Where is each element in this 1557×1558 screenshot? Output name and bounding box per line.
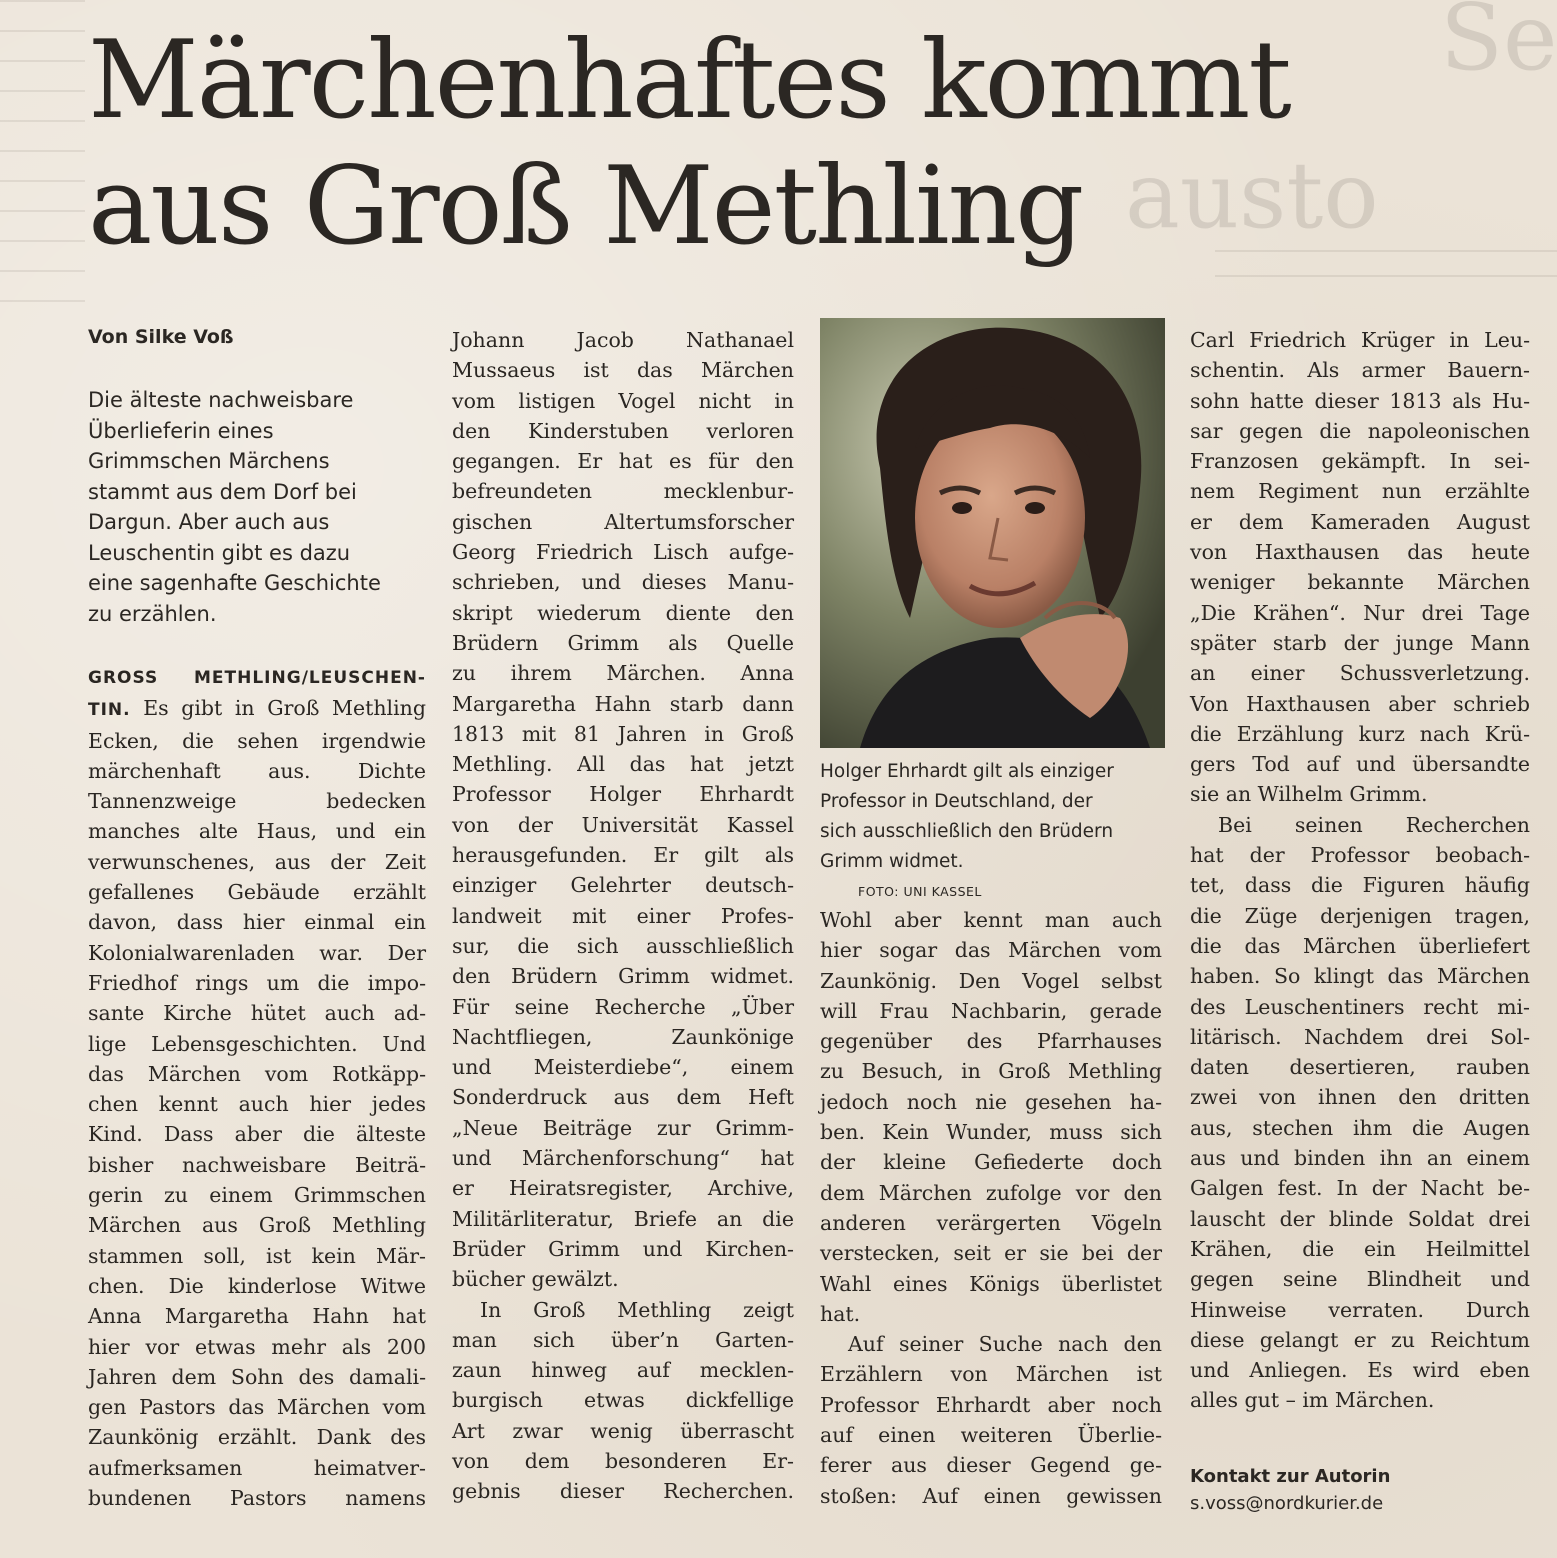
article-column-2 bbox=[452, 325, 794, 1507]
text-line: von Haxthausen das heute bbox=[1190, 540, 1530, 565]
text-line: 1813 mit 81 Jahren in Groß bbox=[452, 721, 794, 746]
text-line: Zaunkönig. Den Vogel selbst bbox=[820, 968, 1162, 993]
text-line: Von Haxthausen aber schrieb bbox=[1190, 691, 1530, 716]
text-line: chen. Die kinderlose Witwe bbox=[88, 1273, 426, 1298]
text-line: gers Tod auf und übersandte bbox=[1190, 752, 1530, 777]
text-line: zaun hinweg auf mecklen- bbox=[452, 1358, 794, 1383]
text-line: auf einen weiteren Überlie- bbox=[820, 1423, 1162, 1448]
neighbor-headline-fragment-2: austo bbox=[1125, 150, 1379, 242]
article-column-3 bbox=[820, 905, 1162, 1511]
text-line: sie an Wilhelm Grimm. bbox=[1190, 782, 1428, 807]
text-line: Margaretha Hahn starb dann bbox=[452, 691, 794, 716]
caption-line bbox=[820, 847, 1165, 907]
text-line: Professor Ehrhardt aber noch bbox=[820, 1392, 1162, 1417]
text-line: zu Besuch, in Groß Methling bbox=[820, 1059, 1162, 1084]
text-line: sar gegen die napoleonischen bbox=[1190, 418, 1530, 443]
byline: Von Silke Voß bbox=[88, 326, 234, 348]
headline bbox=[88, 18, 1488, 270]
text-line: jedoch noch nie gesehen ha- bbox=[820, 1089, 1162, 1114]
dateline: GROSS METHLING/LEUSCHEN- bbox=[88, 668, 426, 688]
text-line: Kolonialwarenladen war. Der bbox=[88, 940, 426, 965]
headline-line: Märchenhaftes kommt bbox=[88, 18, 1290, 143]
text-line: Hinweise verraten. Durch bbox=[1190, 1297, 1530, 1322]
text-line: vom listigen Vogel nicht in bbox=[452, 388, 794, 413]
text-line: Mussaeus ist das Märchen bbox=[452, 358, 794, 383]
text-line: Franzosen gekämpft. In sei- bbox=[1190, 449, 1530, 474]
portrait-photo bbox=[820, 318, 1165, 748]
text-line: Wohl aber kennt man auch bbox=[820, 908, 1162, 932]
text-line: er Heiratsregister, Archive, bbox=[452, 1176, 794, 1201]
text-line: an einer Schussverletzung. bbox=[1190, 661, 1530, 686]
text-line: tet, dass die Figuren häufig bbox=[1190, 873, 1530, 898]
text-line: Zaunkönig erzählt. Dank des bbox=[88, 1425, 426, 1450]
text-line: Brüdern Grimm als Quelle bbox=[452, 630, 794, 655]
lead-line: Überlieferin eines bbox=[88, 418, 274, 443]
text-line: verstecken, seit er sie bei der bbox=[820, 1241, 1162, 1266]
text-line bbox=[88, 693, 426, 725]
text-line: und Meisterdiebe“, einem bbox=[452, 1055, 794, 1080]
text-line: gegenüber des Pfarrhauses bbox=[820, 1029, 1162, 1054]
text-line: Militärliteratur, Briefe an die bbox=[452, 1206, 794, 1231]
text-line: stammen soll, ist kein Mär- bbox=[88, 1243, 426, 1268]
text-line: Friedhof rings um die impo- bbox=[88, 970, 426, 995]
text-line: von dem besonderen Er- bbox=[452, 1448, 794, 1473]
text-line: hat der Professor beobach- bbox=[1190, 843, 1530, 868]
text-line: will Frau Nachbarin, gerade bbox=[820, 998, 1162, 1023]
text-line: und Anliegen. Es wird eben bbox=[1190, 1358, 1530, 1383]
photo-caption bbox=[820, 757, 1165, 907]
article-column-4 bbox=[1190, 325, 1530, 1416]
caption-line: sich ausschließlich den Brüdern bbox=[820, 821, 1114, 842]
text-line: hier vor etwas mehr als 200 bbox=[88, 1334, 426, 1359]
portrait-illustration bbox=[820, 318, 1165, 748]
article-column-1 bbox=[88, 663, 426, 1513]
text-line: er dem Kameraden August bbox=[1190, 509, 1530, 534]
photo-credit: FOTO: UNI KASSEL bbox=[858, 884, 982, 899]
text-line: alles gut – im Märchen. bbox=[1190, 1388, 1435, 1413]
text-line: zu ihrem Märchen. Anna bbox=[452, 661, 794, 686]
text-line: die Züge derjenigen tragen, bbox=[1190, 903, 1530, 928]
text-line: Bei seinen Recherchen bbox=[1218, 812, 1530, 837]
text-line: Nachtfliegen, Zaunkönige bbox=[452, 1024, 794, 1049]
text-line: lige Lebensgeschichten. Und bbox=[88, 1031, 426, 1056]
bleed-through-left bbox=[0, 0, 85, 330]
text-line: gerin zu einem Grimmschen bbox=[88, 1183, 426, 1208]
text-line: gischen Altertumsforscher bbox=[452, 509, 794, 534]
text-line: Es gibt in Groß Methling bbox=[143, 696, 426, 721]
text-line: bundenen Pastors namens bbox=[88, 1486, 426, 1511]
text-line: märchenhaft aus. Dichte bbox=[88, 758, 426, 783]
text-line: weniger bekannte Märchen bbox=[1190, 570, 1530, 595]
text-line: Krähen, die ein Heilmittel bbox=[1190, 1236, 1530, 1261]
lead-paragraph bbox=[88, 385, 418, 629]
text-line: Erzählern von Märchen ist bbox=[820, 1362, 1162, 1387]
lead-line: Grimmschen Märchens bbox=[88, 449, 330, 473]
text-line: sante Kirche hütet auch ad- bbox=[88, 1001, 426, 1026]
lead-line: stammt aus dem Dorf bei bbox=[88, 479, 357, 504]
text-line: die das Märchen überliefert bbox=[1190, 933, 1530, 958]
text-line: ben. Kein Wunder, muss sich bbox=[820, 1120, 1162, 1145]
text-line: schentin. Als armer Bauern- bbox=[1190, 358, 1530, 383]
lead-line: eine sagenhafte Geschichte bbox=[88, 571, 381, 595]
lead-line: zu erzählen. bbox=[88, 601, 217, 626]
text-line: landweit mit einer Profes- bbox=[452, 903, 794, 928]
text-line: später starb der junge Mann bbox=[1190, 630, 1530, 655]
text-line: gegen seine Blindheit und bbox=[1190, 1267, 1530, 1292]
text-line: In Groß Methling zeigt bbox=[480, 1297, 794, 1322]
text-line: nem Regiment nun erzählte bbox=[1190, 479, 1530, 504]
caption-line: Holger Ehrhardt gilt als einziger bbox=[820, 761, 1114, 782]
text-line: hier sogar das Märchen vom bbox=[820, 938, 1162, 963]
text-line: daten desertieren, rauben bbox=[1190, 1055, 1530, 1080]
text-line: Kind. Dass aber die älteste bbox=[88, 1122, 426, 1147]
text-line: dem Märchen zufolge vor den bbox=[820, 1180, 1162, 1205]
text-line: sur, die sich ausschließlich bbox=[452, 933, 794, 958]
text-line: gefallenes Gebäude erzählt bbox=[88, 880, 426, 905]
text-line: gegangen. Er hat es für den bbox=[452, 449, 794, 474]
text-line: herausgefunden. Er gilt als bbox=[452, 843, 794, 868]
text-line: lauscht der blinde Soldat drei bbox=[1190, 1206, 1530, 1231]
text-line: schrieben, und dieses Manu- bbox=[452, 570, 794, 595]
text-line: haben. So klingt das Märchen bbox=[1190, 964, 1530, 989]
text-line: der kleine Gefiederte doch bbox=[820, 1150, 1162, 1175]
dateline: TIN. bbox=[88, 700, 131, 721]
text-line: Für seine Recherche „Über bbox=[452, 994, 794, 1019]
headline-line: aus Groß Methling bbox=[88, 144, 1083, 269]
contact-email[interactable]: s.voss@nordkurier.de bbox=[1190, 1493, 1384, 1514]
author-contact bbox=[1190, 1463, 1390, 1517]
text-line: Auf seiner Suche nach den bbox=[848, 1332, 1162, 1357]
text-line: manches alte Haus, und ein bbox=[88, 819, 426, 844]
text-line: das Märchen vom Rotkäpp- bbox=[88, 1061, 426, 1086]
text-line: davon, dass hier einmal ein bbox=[88, 910, 426, 935]
text-line: Jahren dem Sohn des damali- bbox=[88, 1364, 426, 1389]
text-line: hat. bbox=[820, 1301, 861, 1326]
text-line: Ecken, die sehen irgendwie bbox=[88, 728, 426, 753]
caption-line: Professor in Deutschland, der bbox=[820, 791, 1093, 812]
text-line: Sonderdruck aus dem Heft bbox=[452, 1085, 794, 1110]
text-line: gen Pastors das Märchen vom bbox=[88, 1395, 426, 1420]
text-line: ferer aus dieser Gegend ge- bbox=[820, 1453, 1162, 1478]
text-line: aus, stechen ihm die Augen bbox=[1190, 1115, 1530, 1140]
neighbor-headline-fragment: Se bbox=[1440, 0, 1557, 84]
lead-line: Die älteste nachweisbare bbox=[88, 388, 354, 412]
text-line: Johann Jacob Nathanael bbox=[452, 328, 794, 352]
text-line: des Leuschentiners recht mi- bbox=[1190, 994, 1530, 1019]
text-line: zwei von ihnen den dritten bbox=[1190, 1085, 1530, 1110]
text-line: Carl Friedrich Krüger in Leu- bbox=[1190, 328, 1530, 352]
text-line: Märchen aus Groß Methling bbox=[88, 1213, 426, 1238]
lead-line: Dargun. Aber auch aus bbox=[88, 510, 330, 534]
text-line: den Brüdern Grimm widmet. bbox=[452, 964, 794, 989]
text-line: verwunschenes, aus der Zeit bbox=[88, 849, 426, 874]
text-line: gebnis dieser Recherchen. bbox=[452, 1479, 794, 1504]
text-line: von der Universität Kassel bbox=[452, 812, 794, 837]
text-line: Art zwar wenig überrascht bbox=[452, 1418, 794, 1443]
text-line: einziger Gelehrter deutsch- bbox=[452, 873, 794, 898]
text-line: man sich über’n Garten- bbox=[452, 1327, 794, 1352]
text-line: litärisch. Nachdem drei Sol- bbox=[1190, 1024, 1530, 1049]
text-line: „Neue Beiträge zur Grimm- bbox=[452, 1115, 794, 1140]
text-line: sohn hatte dieser 1813 als Hu- bbox=[1190, 388, 1530, 413]
contact-label: Kontakt zur Autorin bbox=[1190, 1466, 1391, 1487]
text-line: aus und binden ihn an einem bbox=[1190, 1146, 1530, 1171]
text-line: befreundeten mecklenbur- bbox=[452, 479, 794, 504]
text-line: Tannenzweige bedecken bbox=[88, 789, 426, 814]
text-line: Professor Holger Ehrhardt bbox=[452, 782, 794, 807]
text-line: Brüder Grimm und Kirchen- bbox=[452, 1236, 794, 1261]
text-line: „Die Krähen“. Nur drei Tage bbox=[1190, 600, 1530, 625]
text-line: bisher nachweisbare Beiträ- bbox=[88, 1152, 426, 1177]
text-line: Galgen fest. In der Nacht be- bbox=[1190, 1176, 1530, 1201]
text-line: die Erzählung kurz nach Krü- bbox=[1190, 721, 1530, 746]
text-line: bücher gewälzt. bbox=[452, 1267, 619, 1292]
caption-line: Grimm widmet. bbox=[820, 851, 964, 872]
text-line: aufmerksamen heimatver- bbox=[88, 1455, 426, 1480]
text-line: den Kinderstuben verloren bbox=[452, 418, 794, 443]
text-line: Wahl eines Königs überlistet bbox=[820, 1271, 1162, 1296]
text-line: chen kennt auch hier jedes bbox=[88, 1092, 426, 1117]
text-line: und Märchenforschung“ hat bbox=[452, 1146, 794, 1171]
text-line: Methling. All das hat jetzt bbox=[452, 752, 794, 777]
text-line: Anna Margaretha Hahn hat bbox=[88, 1304, 426, 1329]
text-line: diese gelangt er zu Reichtum bbox=[1190, 1327, 1530, 1352]
text-line: burgisch etwas dickfellige bbox=[452, 1388, 794, 1413]
text-line: stoßen: Auf einen gewissen bbox=[820, 1483, 1162, 1508]
lead-line: Leuschentin gibt es dazu bbox=[88, 540, 351, 565]
text-line: Georg Friedrich Lisch aufge- bbox=[452, 540, 794, 565]
text-line: skript wiederum diente den bbox=[452, 600, 794, 625]
text-line: anderen verärgerten Vögeln bbox=[820, 1210, 1162, 1235]
